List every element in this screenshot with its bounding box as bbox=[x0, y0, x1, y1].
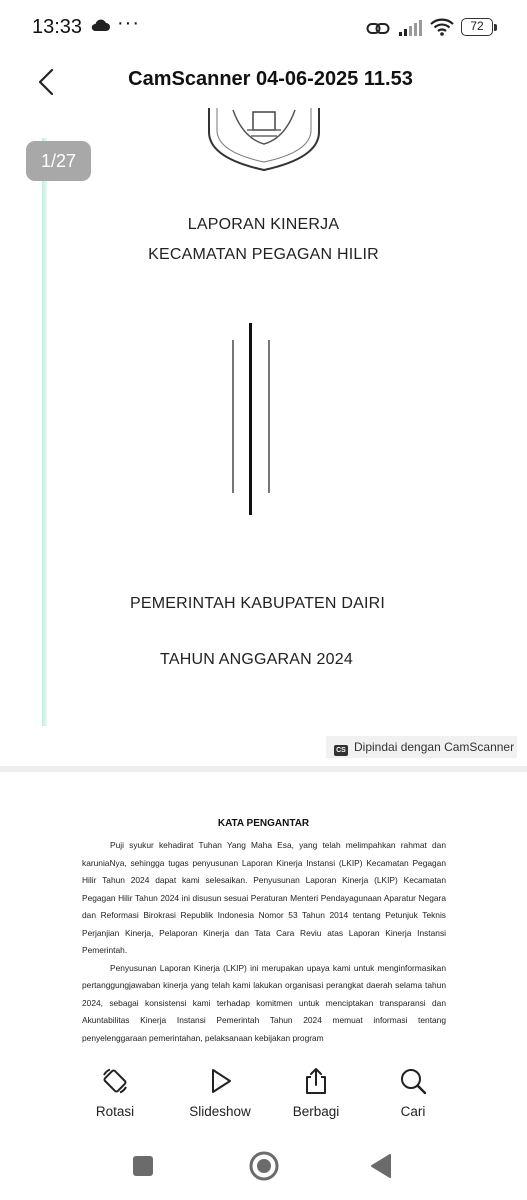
foreword-title: KATA PENGANTAR bbox=[217, 818, 310, 829]
play-icon bbox=[205, 1066, 235, 1096]
system-nav-bar bbox=[0, 1130, 527, 1200]
slideshow-label: Slideshow bbox=[189, 1104, 251, 1119]
cloud-icon bbox=[90, 19, 110, 37]
wifi-icon bbox=[430, 18, 454, 41]
document-page-1[interactable] bbox=[0, 108, 527, 766]
foreword-body bbox=[82, 837, 446, 1047]
fiscal-year: TAHUN ANGGARAN 2024 bbox=[160, 651, 353, 668]
rotate-label: Rotasi bbox=[95, 1104, 135, 1119]
nav-back-button[interactable] bbox=[368, 1152, 394, 1185]
home-button[interactable] bbox=[248, 1150, 280, 1187]
decorative-line bbox=[268, 340, 270, 493]
camscanner-logo-icon: CS bbox=[334, 745, 348, 756]
recents-button[interactable] bbox=[131, 1154, 155, 1183]
share-icon bbox=[301, 1066, 331, 1096]
share-label: Berbagi bbox=[292, 1104, 340, 1119]
report-heading-line1: LAPORAN KINERJA bbox=[187, 216, 340, 233]
document-page-2[interactable] bbox=[0, 772, 527, 1060]
link-icon bbox=[366, 20, 390, 43]
slideshow-button[interactable] bbox=[175, 1060, 265, 1126]
more-notifications-icon: ··· bbox=[117, 12, 140, 34]
search-icon bbox=[398, 1066, 428, 1096]
decorative-line bbox=[249, 323, 252, 515]
search-label: Cari bbox=[400, 1104, 426, 1119]
signal-icon bbox=[399, 20, 423, 41]
rotate-button[interactable] bbox=[70, 1060, 160, 1126]
status-time: 13:33 bbox=[32, 16, 83, 38]
watermark-text: Dipindai dengan CamScanner bbox=[354, 740, 515, 754]
decorative-line bbox=[232, 340, 234, 493]
app-header bbox=[0, 56, 527, 108]
report-heading-line2: KECAMATAN PEGAGAN HILIR bbox=[148, 246, 379, 263]
battery-icon: 72 bbox=[461, 18, 493, 36]
rotate-icon bbox=[100, 1066, 130, 1096]
page-counter: 1/27 bbox=[26, 141, 91, 181]
circle-icon bbox=[248, 1150, 280, 1182]
document-title: CamScanner 04-06-2025 11.53 bbox=[128, 68, 413, 90]
search-button[interactable] bbox=[368, 1060, 458, 1126]
share-button[interactable] bbox=[271, 1060, 361, 1126]
government-name: PEMERINTAH KABUPATEN DAIRI bbox=[129, 595, 385, 612]
triangle-back-icon bbox=[368, 1152, 394, 1180]
foreword-paragraph: Puji syukur kehadirat Tuhan Yang Maha Esa, yang telah melimpahkan rahmat dan karuniaNya, sehingga tugas penyusunan Laporan Kinerja Instansi (LKIP) Kecamatan Pegagan Hilir Tahun 2024 dapat kami selesaikan. Penyusunan Laporan Kinerja (LKIP) Kecamatan Pegagan Hilir Tahun 2024 ini disusun sesuai Peraturan Menteri Pendayagunaan Aparatur Negara dan Reformasi Birokrasi Republik Indonesia Nomor 53 Tahun 2014 tentang Petunjuk Teknis Perjanjian Kinerja, Pelaporan Kinerja dan Tata Cara Reviu atas Laporan Kinerja Instansi Pemerintah. bbox=[82, 840, 446, 955]
camscanner-watermark bbox=[326, 736, 517, 758]
square-icon bbox=[131, 1154, 155, 1178]
bottom-toolbar bbox=[0, 1060, 527, 1130]
emblem-icon bbox=[203, 108, 325, 177]
status-bar bbox=[0, 0, 527, 56]
foreword-paragraph: Penyusunan Laporan Kinerja (LKIP) ini merupakan upaya kami untuk menginformasikan pertanggungjawaban kinerja yang telah kami lakukan organisasi perangkat daerah selama tahun 2024, sebagai konsistensi kami terhadap komitmen untuk menciptakan transparansi dan Akuntabilitas Kinerja Instansi Pemerintah Tahun 2024 memuat informasi tentang penyelenggaraan pemerintahan, pelaksanaan kebijakan program bbox=[82, 962, 446, 1043]
